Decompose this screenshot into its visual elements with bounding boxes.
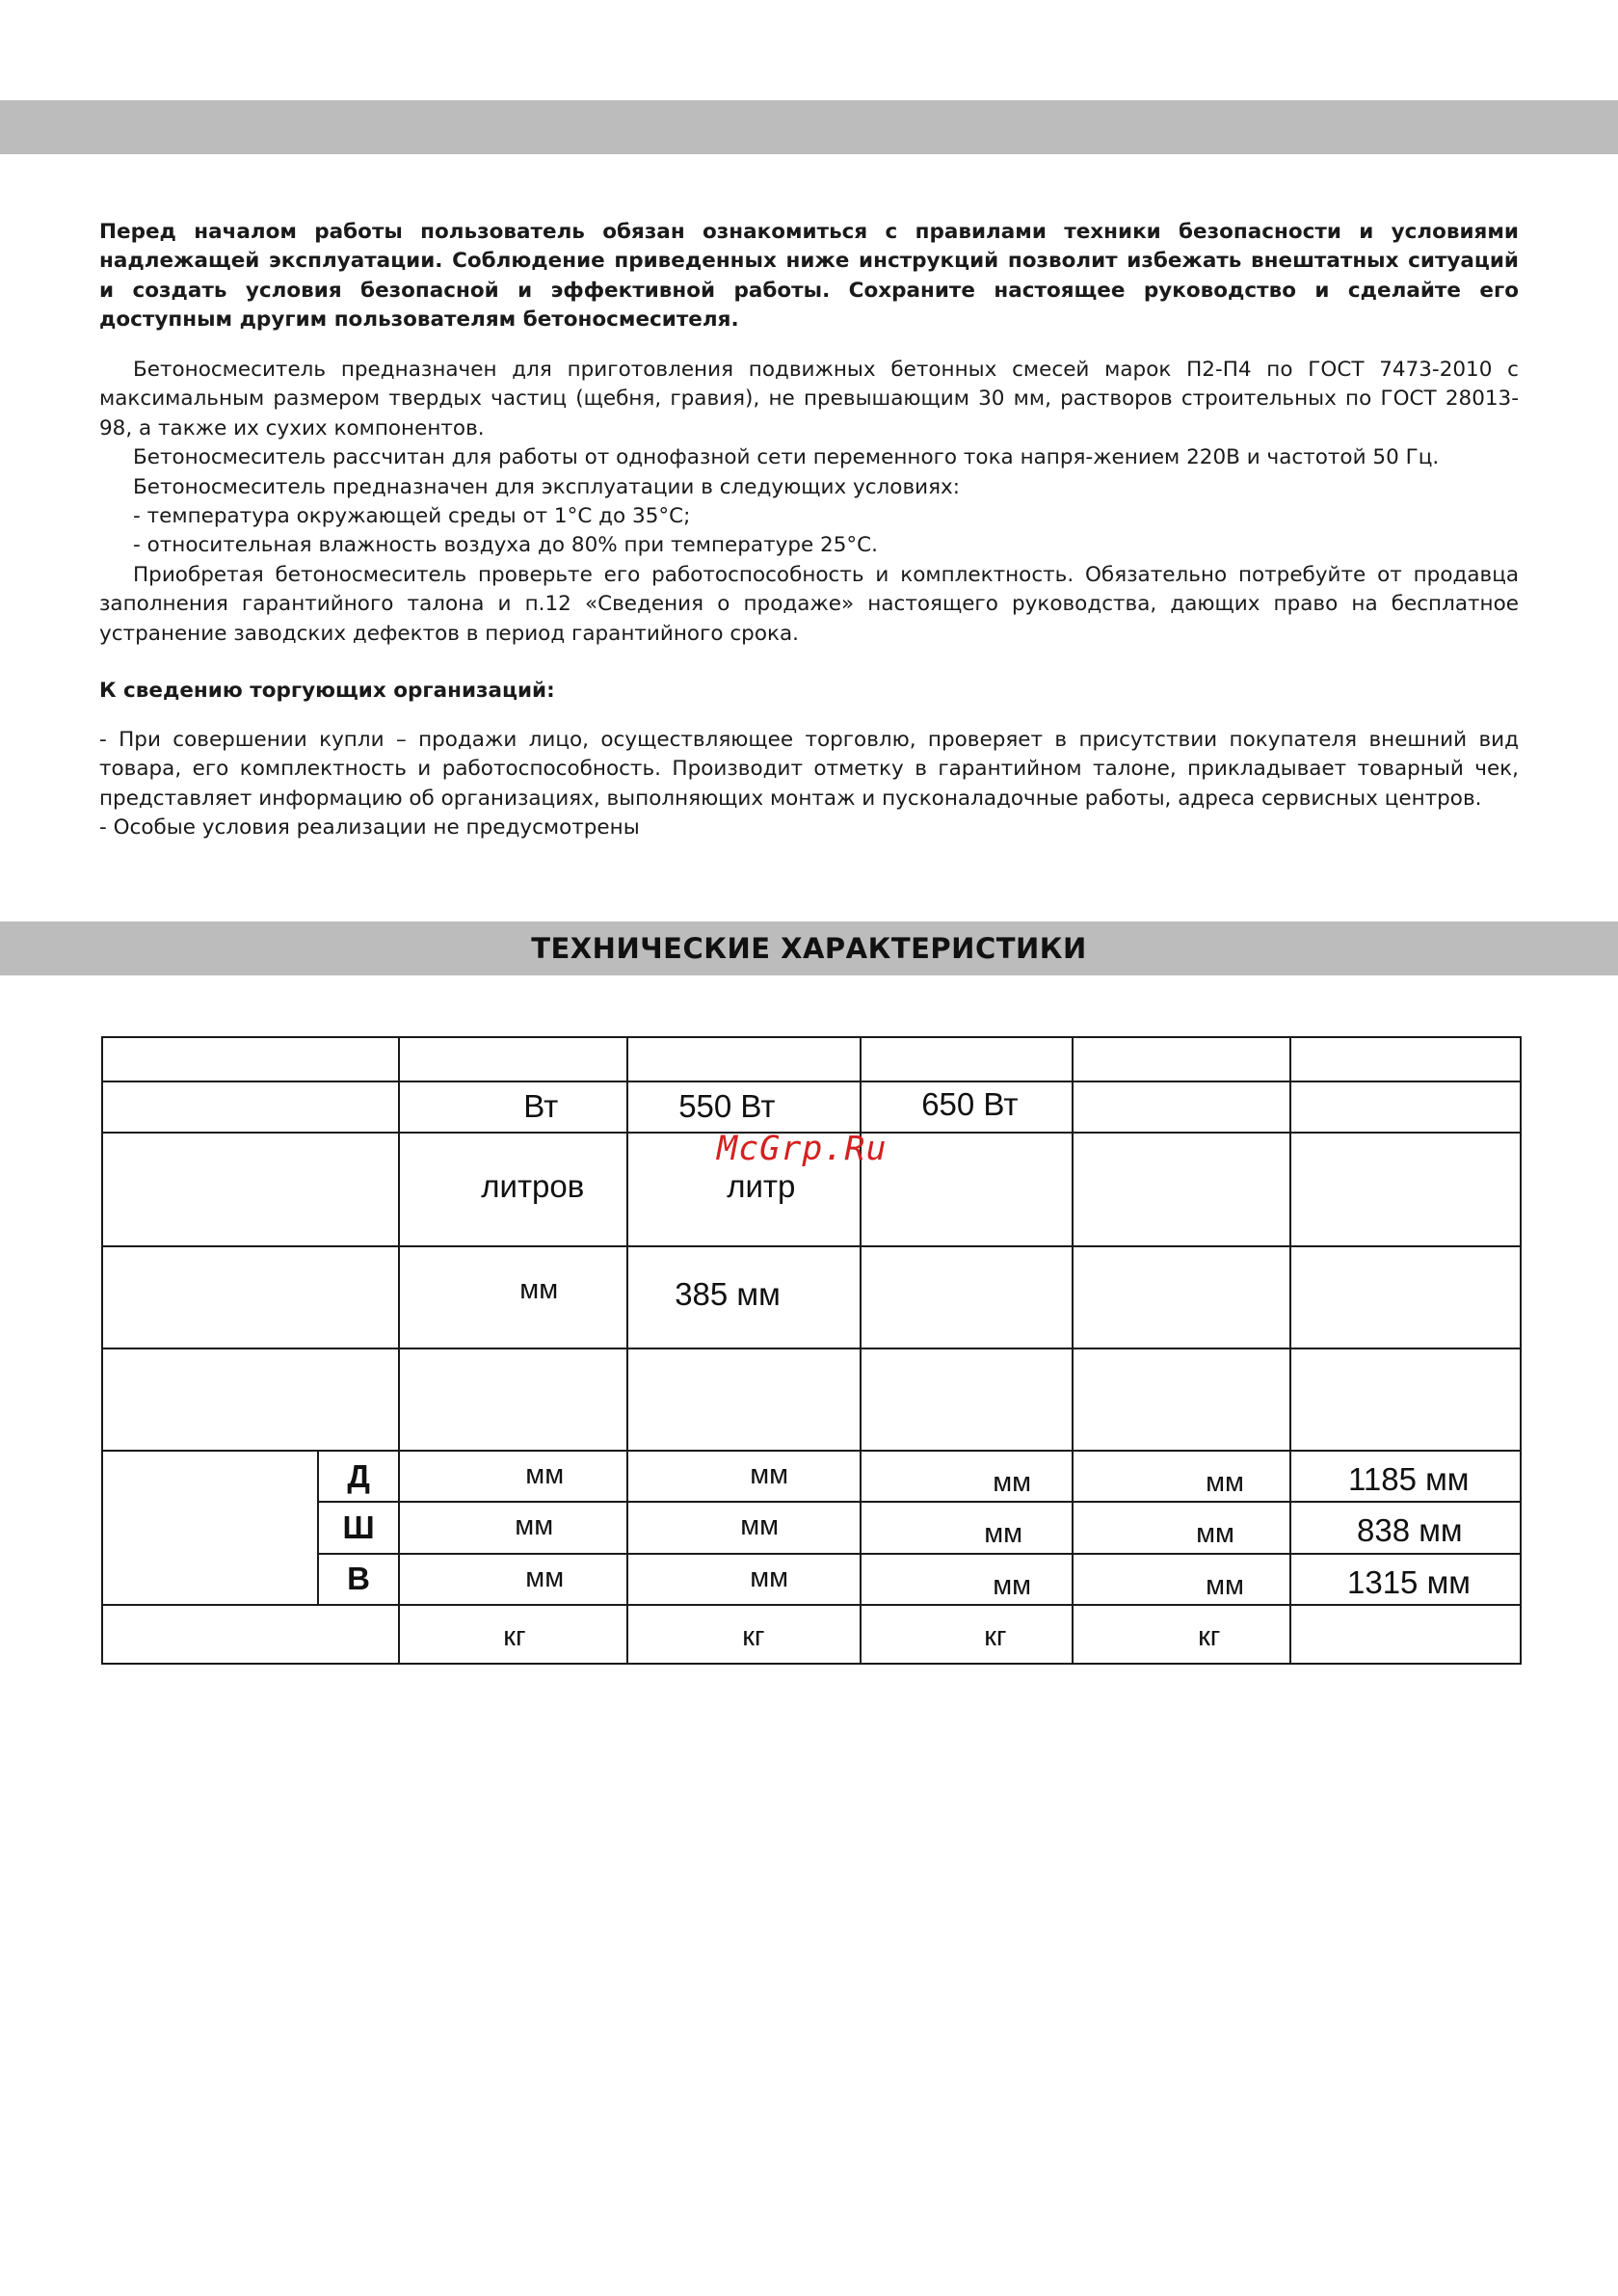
table-cell (861, 1554, 1073, 1605)
condition-item: - температура окружающей среды от 1°С до 35°С; (133, 504, 691, 529)
table-cell (861, 1502, 1073, 1553)
table-cell (861, 1081, 1073, 1133)
table-cell (102, 1037, 399, 1081)
diameter-value: 385 мм (675, 1275, 781, 1312)
weight-value: кг (742, 1620, 765, 1652)
dimension-value: мм (984, 1518, 1023, 1550)
table-cell (399, 1133, 627, 1245)
dimension-value: мм (750, 1459, 789, 1491)
weight-value: кг (984, 1620, 1007, 1652)
dimension-letter: Ш (318, 1502, 399, 1553)
dimension-value: мм (740, 1510, 780, 1542)
table-cell (102, 1605, 399, 1664)
table-cell (861, 1133, 1073, 1245)
dimension-value: 1315 мм (1346, 1563, 1471, 1600)
table-cell (1290, 1133, 1521, 1245)
table-cell (399, 1451, 627, 1502)
table-cell (627, 1348, 861, 1451)
table-cell (399, 1246, 627, 1348)
spec-title: ТЕХНИЧЕСКИЕ ХАРАКТЕРИСТИКИ (531, 932, 1087, 965)
trade-notice-body (99, 726, 1519, 843)
table-cell (399, 1502, 627, 1553)
table-cell (102, 1081, 399, 1133)
watermark: McGrp.Ru (717, 1130, 888, 1168)
description-paragraph: Бетоносмеситель предназначен для приготовления подвижных бетонных смесей марок П2-П4 по ГОСТ 7473-2010 с максимальным размером твердых частиц (щебня, гравия), не превышающим 30 мм, растворов строительных по ГОСТ 28013-98, а также их сухих компонентов. (99, 358, 1519, 441)
dimension-value: 1185 мм (1347, 1461, 1470, 1498)
intro-paragraph: Перед началом работы пользователь обязан ознакомиться с правилами техники безопасности и условиями надлежащей эксплуатации. Соблюдение приведенных ниже инструкций позволит избежать внештатных ситуаций и создать условия безопасной и эффективной работы. Сохраните настоящее руководство и сделайте его доступным другим пользователям бетоносмесителя. (99, 220, 1519, 333)
table-row-length (102, 1451, 1521, 1502)
table-cell (1073, 1037, 1290, 1081)
dimension-value: мм (1206, 1569, 1244, 1601)
volume-value: литр (727, 1168, 796, 1205)
table-row-weight (102, 1605, 1521, 1664)
description-paragraph: Приобретая бетоносмеситель проверьте его работоспособность и комплектность. Обязательно потребуйте от продавца заполнения гарантийного талона и п.12 «Сведения о продаже» настоящего руководства, дающих право на бесплатное устранение заводских дефектов в период гарантийного срока. (99, 562, 1519, 646)
table-row-power (102, 1081, 1521, 1133)
dimension-value: мм (1196, 1518, 1234, 1550)
table-cell (1073, 1133, 1290, 1245)
description-paragraph: Бетоносмеситель предназначен для эксплуатации в следующих условиях: (133, 474, 960, 499)
dimension-value: мм (1206, 1467, 1244, 1499)
table-cell (627, 1554, 861, 1605)
volume-value: литров (481, 1168, 585, 1205)
diameter-value: мм (519, 1273, 559, 1305)
table-cell (1290, 1348, 1521, 1451)
table-cell (1290, 1554, 1521, 1605)
power-value: 650 Вт (921, 1086, 1019, 1123)
table-cell (102, 1133, 399, 1245)
table-cell (627, 1451, 861, 1502)
table-row (102, 1037, 1521, 1081)
power-value: 550 Вт (678, 1088, 776, 1125)
table-cell (1290, 1502, 1521, 1553)
table-cell (627, 1081, 861, 1133)
table-cell (1073, 1451, 1290, 1502)
table-cell (1073, 1348, 1290, 1451)
dimension-value: мм (993, 1569, 1032, 1601)
table-cell (1290, 1605, 1521, 1664)
table-cell (399, 1605, 627, 1664)
table-cell (1290, 1246, 1521, 1348)
dimension-value: мм (750, 1562, 789, 1593)
trade-notice-title: К сведению торгующих организаций: (99, 679, 555, 703)
spec-header-band (0, 921, 1618, 975)
table-cell (627, 1502, 861, 1553)
table-cell (627, 1037, 861, 1081)
table-cell (627, 1246, 861, 1348)
table-cell (861, 1451, 1073, 1502)
table-cell (861, 1348, 1073, 1451)
table-cell (861, 1037, 1073, 1081)
table-cell (1073, 1605, 1290, 1664)
table-cell (1073, 1246, 1290, 1348)
dimension-value: мм (515, 1510, 554, 1542)
table-cell (102, 1348, 399, 1451)
power-value: Вт (523, 1088, 559, 1125)
dimension-value: 838 мм (1356, 1512, 1463, 1549)
table-cell (102, 1246, 399, 1348)
table-cell (1073, 1502, 1290, 1553)
table-cell (399, 1081, 627, 1133)
trade-notice-paragraph: - При совершении купли – продажи лицо, осуществляющее торговлю, проверяет в присутствии покупателя внешний вид товара, его комплектность и работоспособность. Производит отметку в гарантийном талоне, прикладывает товарный чек, представляет информацию об организациях, выполняющих монтаж и пусконаладочные работы, адреса сервисных центров. (99, 728, 1519, 811)
table-cell (399, 1037, 627, 1081)
dimension-letter: Д (318, 1451, 399, 1502)
dimension-value: мм (525, 1459, 565, 1491)
table-cell (102, 1451, 318, 1604)
table-row (102, 1348, 1521, 1451)
table-row-diameter (102, 1246, 1521, 1348)
table-cell (861, 1605, 1073, 1664)
condition-item: - относительная влажность воздуха до 80% при температуре 25°С. (133, 533, 879, 558)
table-cell (399, 1348, 627, 1451)
table-cell (1073, 1081, 1290, 1133)
weight-value: кг (1198, 1620, 1221, 1652)
description-section (99, 356, 1519, 649)
dimension-letter: В (318, 1554, 399, 1605)
table-cell (1290, 1451, 1521, 1502)
table-cell (627, 1605, 861, 1664)
table-cell (1290, 1037, 1521, 1081)
table-cell (1290, 1081, 1521, 1133)
table-cell (861, 1246, 1073, 1348)
dimension-value: мм (993, 1467, 1032, 1499)
trade-notice-paragraph: - Особые условия реализации не предусмотрены (99, 815, 640, 841)
table-cell (399, 1554, 627, 1605)
dimension-value: мм (525, 1562, 565, 1593)
header-band (0, 100, 1618, 154)
description-paragraph: Бетоносмеситель рассчитан для работы от однофазной сети переменного тока напря-жением 220В и частотой 50 Гц. (133, 445, 1440, 470)
weight-value: кг (503, 1620, 526, 1652)
table-cell (1073, 1554, 1290, 1605)
